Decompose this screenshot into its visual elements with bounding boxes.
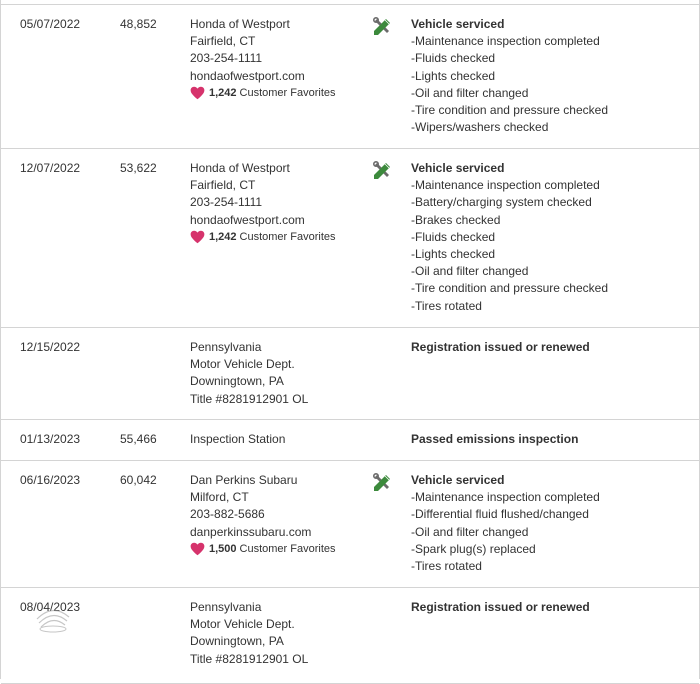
record-details bbox=[411, 339, 590, 356]
detail-item-text: Brakes checked bbox=[415, 212, 501, 227]
detail-item bbox=[411, 50, 608, 67]
detail-item bbox=[411, 524, 600, 541]
history-row bbox=[1, 420, 699, 461]
wrench-screwdriver-icon bbox=[372, 161, 392, 181]
history-row bbox=[1, 588, 699, 684]
source-line: Downingtown, PA bbox=[190, 374, 284, 389]
source-line: Downingtown, PA bbox=[190, 634, 284, 649]
record-source bbox=[190, 160, 336, 246]
source-website-link[interactable]: danperkinssubaru.com bbox=[190, 524, 312, 539]
detail-item bbox=[411, 506, 600, 523]
record-date: 05/07/2022 bbox=[20, 17, 81, 31]
detail-title: Registration issued or renewed bbox=[411, 600, 590, 614]
source-line: Honda of Westport bbox=[190, 17, 290, 31]
record-source bbox=[190, 16, 336, 102]
source-line: 203-882-5686 bbox=[190, 507, 265, 522]
detail-item-text: Tires rotated bbox=[415, 559, 482, 574]
detail-title: Vehicle serviced bbox=[411, 161, 505, 175]
source-line: Title #8281912901 OL bbox=[190, 651, 309, 666]
detail-item bbox=[411, 33, 608, 50]
history-row bbox=[1, 461, 699, 588]
detail-title: Passed emissions inspection bbox=[411, 432, 579, 446]
detail-item-text: Lights checked bbox=[415, 247, 496, 262]
source-line: Honda of Westport bbox=[190, 161, 290, 175]
detail-item-text: Differential fluid flushed/changed bbox=[415, 507, 589, 522]
detail-item-text: Oil and filter changed bbox=[415, 85, 529, 100]
customer-favorites[interactable] bbox=[190, 85, 336, 102]
record-source bbox=[190, 339, 308, 408]
record-details bbox=[411, 431, 578, 448]
detail-item-text: Oil and filter changed bbox=[415, 264, 529, 279]
detail-item-text: Maintenance inspection completed bbox=[415, 34, 600, 49]
source-line: Motor Vehicle Dept. bbox=[190, 617, 295, 632]
record-mileage: 60,042 bbox=[120, 473, 157, 487]
wrench-screwdriver-icon bbox=[372, 473, 392, 493]
watermark-logo bbox=[33, 597, 73, 637]
record-source bbox=[190, 472, 336, 558]
detail-item bbox=[411, 263, 608, 280]
detail-item bbox=[411, 177, 608, 194]
record-date: 08/04/2023 bbox=[20, 600, 81, 614]
detail-item bbox=[411, 85, 608, 102]
source-line: Fairfield, CT bbox=[190, 34, 256, 49]
detail-item bbox=[411, 119, 608, 136]
history-row bbox=[1, 5, 699, 149]
source-line: Fairfield, CT bbox=[190, 178, 256, 193]
detail-item-text: Battery/charging system checked bbox=[415, 195, 592, 210]
detail-title: Vehicle serviced bbox=[411, 17, 505, 31]
record-details bbox=[411, 599, 590, 616]
source-line: Pennsylvania bbox=[190, 600, 262, 614]
customer-favorites[interactable] bbox=[190, 541, 336, 558]
detail-title: Vehicle serviced bbox=[411, 473, 505, 487]
heart-icon bbox=[190, 86, 205, 100]
source-website-link[interactable]: hondaofwestport.com bbox=[190, 212, 305, 227]
detail-item-text: Tire condition and pressure checked bbox=[415, 103, 608, 118]
source-line: 203-254-1111 bbox=[190, 195, 263, 210]
favorites-label: Customer Favorites bbox=[239, 230, 336, 243]
detail-item-text: Maintenance inspection completed bbox=[415, 490, 600, 505]
record-mileage: 55,466 bbox=[120, 432, 157, 446]
record-date: 12/07/2022 bbox=[20, 161, 81, 175]
record-details bbox=[411, 16, 608, 136]
detail-item bbox=[411, 298, 608, 315]
detail-item-text: Fluids checked bbox=[415, 51, 496, 66]
detail-item-text: Fluids checked bbox=[415, 229, 496, 244]
history-row bbox=[1, 149, 699, 328]
record-date: 12/15/2022 bbox=[20, 340, 81, 354]
detail-item bbox=[411, 280, 608, 297]
detail-item-text: Tire condition and pressure checked bbox=[415, 281, 608, 296]
record-mileage: 53,622 bbox=[120, 161, 157, 175]
source-line: Title #8281912901 OL bbox=[190, 391, 309, 406]
detail-item bbox=[411, 541, 600, 558]
detail-item bbox=[411, 558, 600, 575]
heart-icon bbox=[190, 542, 205, 556]
detail-title: Registration issued or renewed bbox=[411, 340, 590, 354]
favorites-count: 1,242 bbox=[209, 86, 237, 99]
source-line: Milford, CT bbox=[190, 490, 249, 505]
source-website-link[interactable]: hondaofwestport.com bbox=[190, 68, 305, 83]
wrench-screwdriver-icon bbox=[372, 17, 392, 37]
history-row bbox=[1, 328, 699, 420]
detail-item bbox=[411, 212, 608, 229]
detail-item bbox=[411, 194, 608, 211]
heart-icon bbox=[190, 230, 205, 244]
favorites-count: 1,242 bbox=[209, 230, 237, 243]
detail-item-text: Lights checked bbox=[415, 68, 496, 83]
record-details bbox=[411, 160, 608, 315]
source-line: Motor Vehicle Dept. bbox=[190, 357, 295, 372]
detail-item bbox=[411, 68, 608, 85]
source-line: Pennsylvania bbox=[190, 340, 262, 354]
detail-item bbox=[411, 246, 608, 263]
detail-item-text: Spark plug(s) replaced bbox=[415, 541, 536, 556]
record-source bbox=[190, 599, 308, 668]
favorites-label: Customer Favorites bbox=[239, 86, 336, 99]
detail-item bbox=[411, 229, 608, 246]
record-source bbox=[190, 431, 285, 448]
favorites-count: 1,500 bbox=[209, 542, 237, 555]
record-date: 06/16/2023 bbox=[20, 473, 81, 487]
source-line: 203-254-1111 bbox=[190, 51, 263, 66]
favorites-label: Customer Favorites bbox=[239, 542, 336, 555]
record-mileage: 48,852 bbox=[120, 17, 157, 31]
detail-item-text: Oil and filter changed bbox=[415, 524, 529, 539]
source-line: Dan Perkins Subaru bbox=[190, 473, 298, 487]
detail-item bbox=[411, 489, 600, 506]
detail-item-text: Wipers/washers checked bbox=[415, 120, 549, 135]
detail-item bbox=[411, 102, 608, 119]
detail-item-text: Tires rotated bbox=[415, 298, 482, 313]
customer-favorites[interactable] bbox=[190, 229, 336, 246]
record-details bbox=[411, 472, 600, 575]
detail-item-text: Maintenance inspection completed bbox=[415, 178, 600, 193]
source-line: Inspection Station bbox=[190, 432, 286, 446]
record-date: 01/13/2023 bbox=[20, 432, 81, 446]
